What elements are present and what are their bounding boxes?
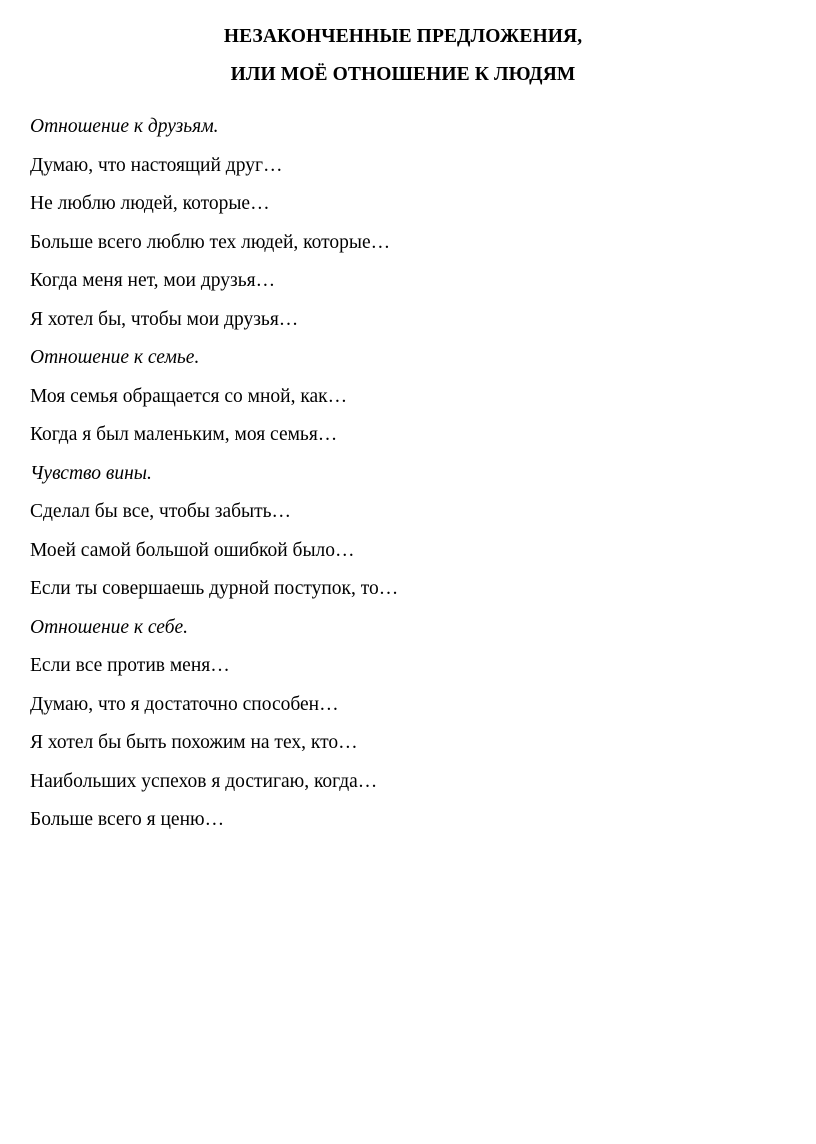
sentence-item: Моя семья обращается со мной, как…	[30, 385, 348, 407]
sentence-item: Я хотел бы быть похожим на тех, кто…	[30, 732, 358, 753]
sentence-item: Я хотел бы, чтобы мои друзья…	[30, 308, 299, 330]
section-heading-friends: Отношение к друзьям.	[30, 116, 219, 137]
title-line-1: НЕЗАКОНЧЕННЫЕ ПРЕДЛОЖЕНИЯ,	[223, 26, 583, 47]
section-heading-guilt: Чувство вины.	[30, 462, 152, 484]
sentence-item: Если все против меня…	[30, 655, 230, 676]
sentence-item: Когда меня нет, мои друзья…	[30, 270, 276, 291]
sentence-item: Думаю, что настоящий друг…	[30, 154, 283, 176]
sentence-item: Когда я был маленьким, моя семья…	[30, 424, 338, 445]
sentence-item: Думаю, что я достаточно способен…	[30, 693, 339, 715]
document-title	[30, 0, 776, 94]
title-line-2: ИЛИ МОЁ ОТНОШЕНИЕ К ЛЮДЯМ	[230, 64, 576, 85]
sentence-item: Сделал бы все, чтобы забыть…	[30, 501, 292, 522]
section-heading-family: Отношение к семье.	[30, 347, 200, 368]
sentence-item: Если ты совершаешь дурной поступок, то…	[30, 578, 399, 599]
section-heading-self: Отношение к себе.	[30, 616, 189, 638]
sentence-item: Наибольших успехов я достигаю, когда…	[30, 770, 378, 792]
sentence-item: Больше всего люблю тех людей, которые…	[30, 231, 391, 253]
sentence-item: Не люблю людей, которые…	[30, 193, 270, 214]
sentence-item: Моей самой большой ошибкой было…	[30, 539, 355, 561]
document-body	[30, 108, 776, 840]
sentence-item: Больше всего я ценю…	[30, 809, 225, 830]
